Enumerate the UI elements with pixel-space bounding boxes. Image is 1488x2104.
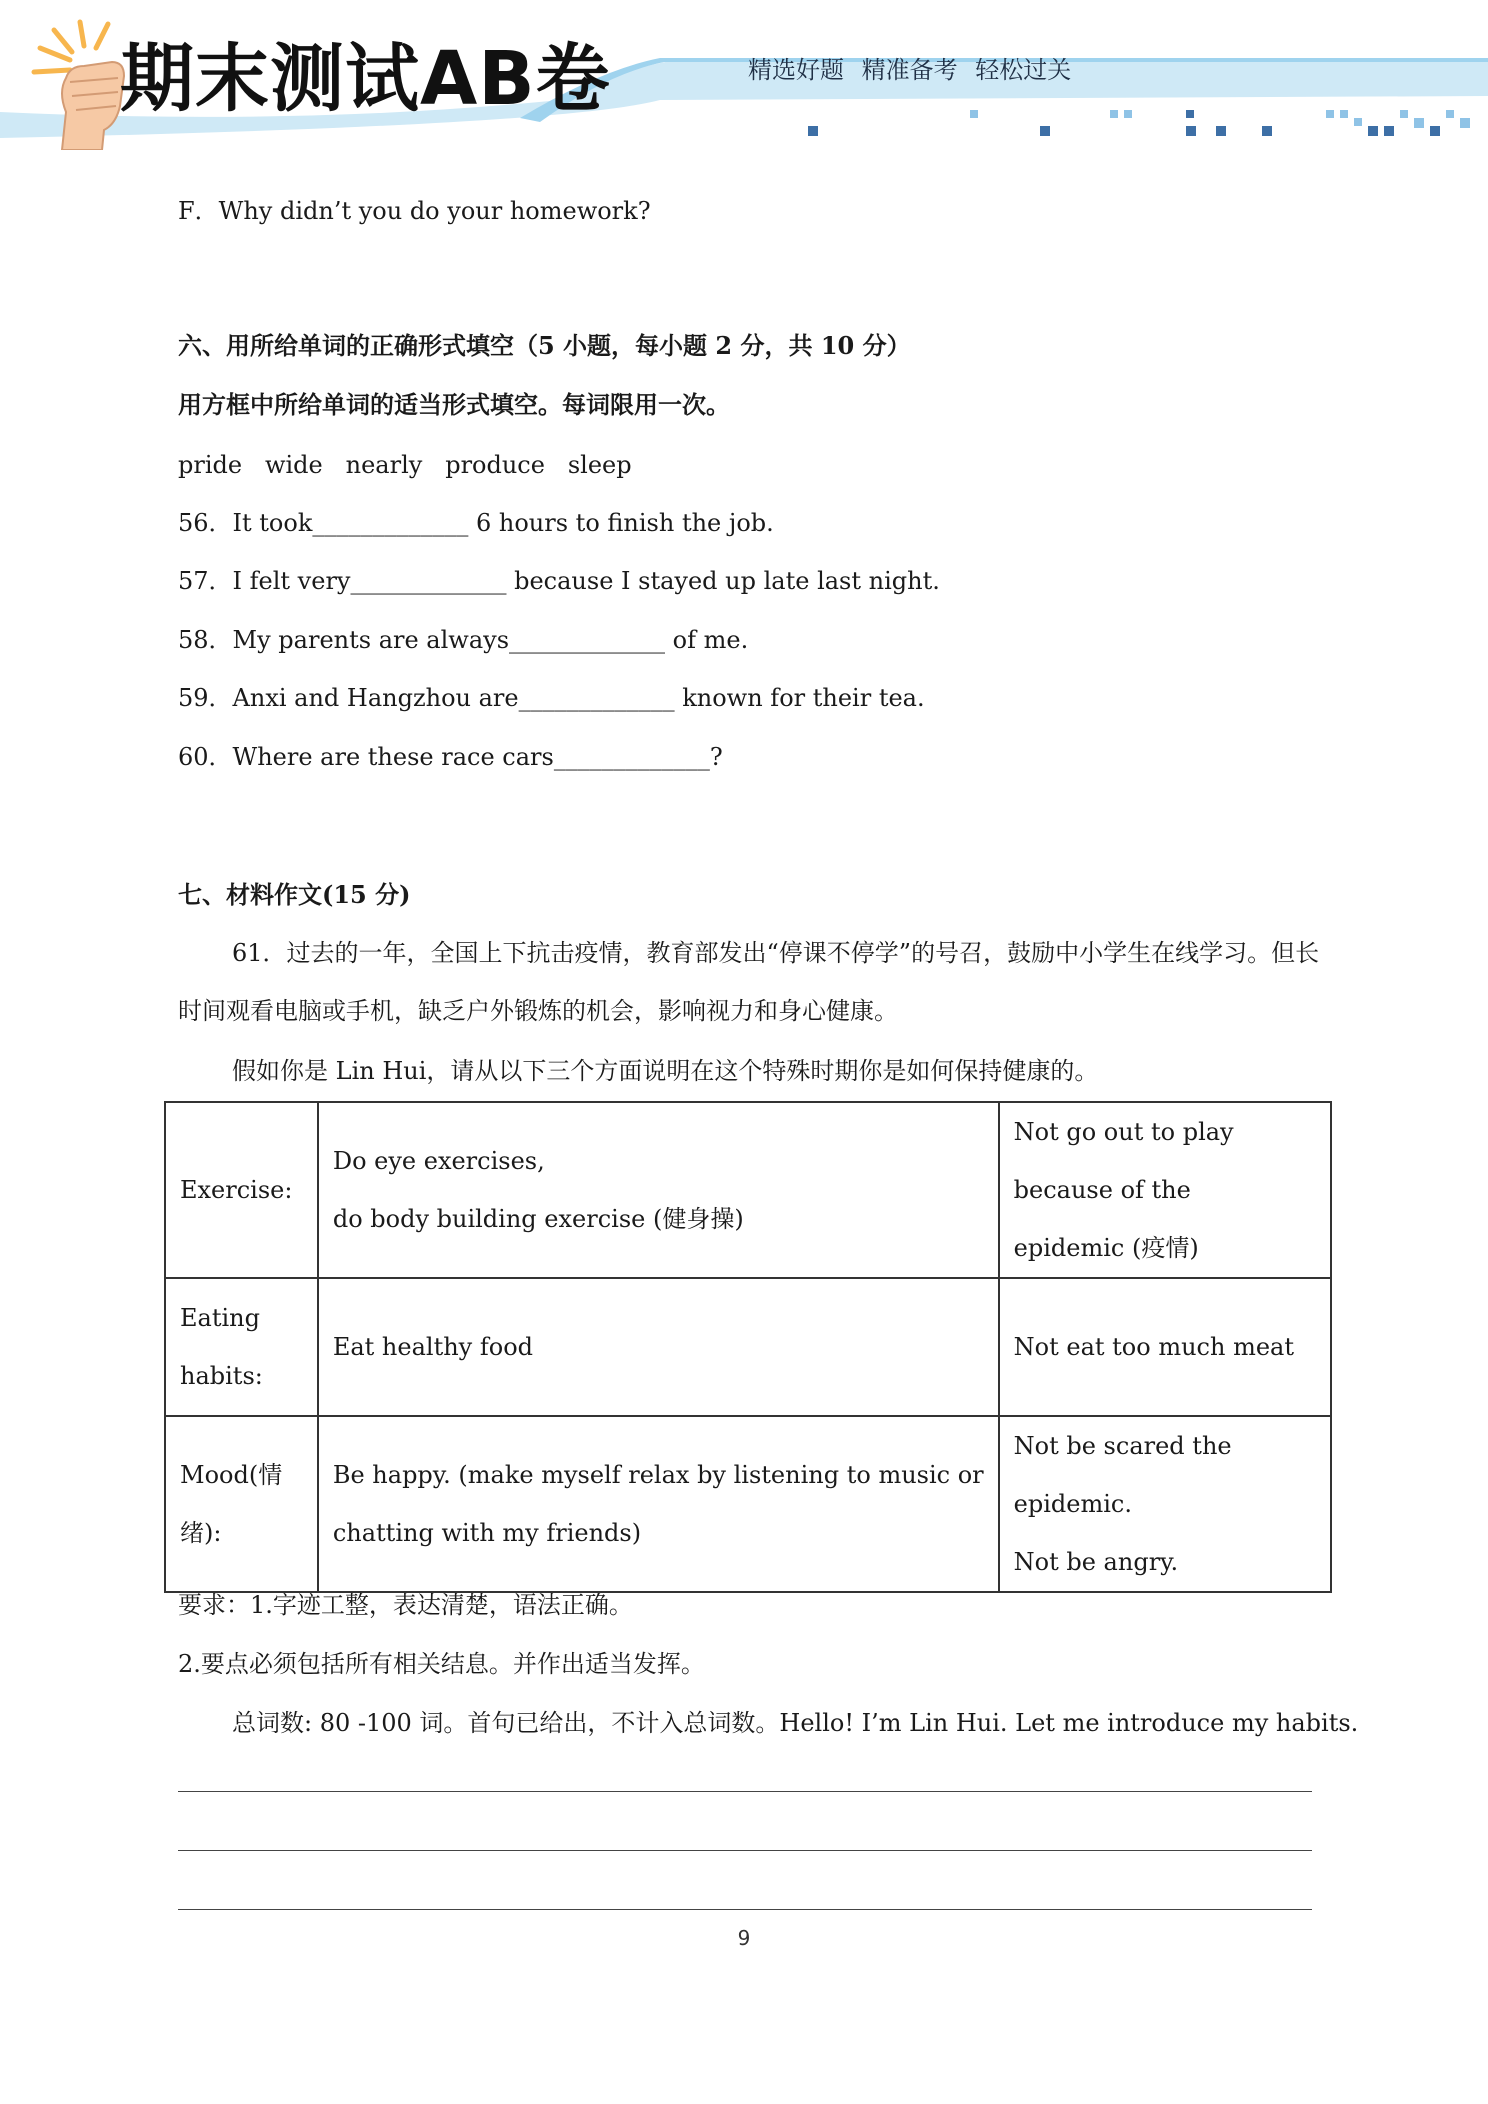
requirement-1: 要求：1.字迹工整，表达清楚，语法正确。: [178, 1591, 633, 1619]
option-f: F．Why didn’t you do your homework?: [178, 197, 651, 225]
row-label: [165, 1278, 318, 1416]
cell-line: Mood(情绪):: [180, 1461, 283, 1547]
section6-heading: 六、用所给单词的正确形式填空（5 小题，每小题 2 分，共 10 分）: [178, 331, 911, 360]
banner-slogan: 精选好题 精准备考 轻松过关: [748, 56, 1072, 84]
section7-heading: 七、材料作文(15 分): [178, 880, 411, 909]
row-dont: [999, 1278, 1331, 1416]
page-number: 9: [737, 1926, 751, 1950]
cell-line: do body building exercise (健身操): [332, 1205, 744, 1233]
cell-line: Not be scared the epidemic.: [1013, 1432, 1232, 1518]
table-row: [165, 1102, 1331, 1278]
row-do: [318, 1278, 999, 1416]
word-count-note: 总词数: 80 -100 词。首句已给出，不计入总词数。Hello! I’m Lin Hui. Let me introduce my habits.: [232, 1709, 1359, 1737]
table-row: [165, 1278, 1331, 1416]
row-dont: [999, 1102, 1331, 1278]
section7-prompt: [178, 924, 1328, 1040]
cell-line: Be happy. (make myself relax by listening to music or: [332, 1461, 984, 1489]
question-57: 57．I felt very_____________ because I stayed up late last night.: [178, 567, 940, 595]
answer-line[interactable]: [178, 1909, 1312, 1910]
cell-line: chatting with my friends): [332, 1519, 642, 1547]
cell-line: Eat healthy food: [332, 1333, 534, 1361]
section7-task: 假如你是 Lin Hui，请从以下三个方面说明在这个特殊时期你是如何保持健康的。: [232, 1057, 1099, 1085]
question-58: 58．My parents are always_____________ of me.: [178, 626, 749, 654]
cell-line: Eating habits:: [180, 1304, 263, 1390]
fist-icon: [62, 62, 124, 150]
cell-line: Not be angry.: [1013, 1548, 1179, 1576]
header-banner: [0, 0, 1488, 150]
word-bank: pride wide nearly produce sleep: [178, 451, 632, 479]
table-row: [165, 1416, 1331, 1592]
prompt-text: 61．过去的一年，全国上下抗击疫情，教育部发出“停课不停学”的号召，鼓励中小学生在线学习。但长时间观看电脑或手机，缺乏户外锻炼的机会，影响视力和身心健康。: [178, 939, 1320, 1025]
row-label: [165, 1416, 318, 1592]
question-59: 59．Anxi and Hangzhou are_____________ known for their tea.: [178, 684, 925, 712]
question-60: 60．Where are these race cars_____________?: [178, 743, 723, 771]
requirement-2: 2.要点必须包括所有相关结息。并作出适当发挥。: [178, 1650, 705, 1678]
section6-instruction: 用方框中所给单词的适当形式填空。每词限用一次。: [178, 390, 730, 419]
answer-line[interactable]: [178, 1850, 1312, 1851]
answer-line[interactable]: [178, 1791, 1312, 1792]
row-label: Exercise:: [165, 1102, 318, 1278]
cell-line: epidemic (疫情): [1013, 1234, 1199, 1262]
cell-line: Do eye exercises,: [332, 1147, 545, 1175]
row-dont: [999, 1416, 1331, 1592]
row-do: [318, 1416, 999, 1592]
cell-line: Not go out to play because of the: [1013, 1118, 1234, 1204]
cell-line: Not eat too much meat: [1013, 1333, 1294, 1361]
banner-title: 期末测试AB卷: [120, 36, 611, 122]
habits-table: [164, 1101, 1332, 1593]
row-do: [318, 1102, 999, 1278]
question-56: 56．It took_____________ 6 hours to finish the job.: [178, 509, 774, 537]
